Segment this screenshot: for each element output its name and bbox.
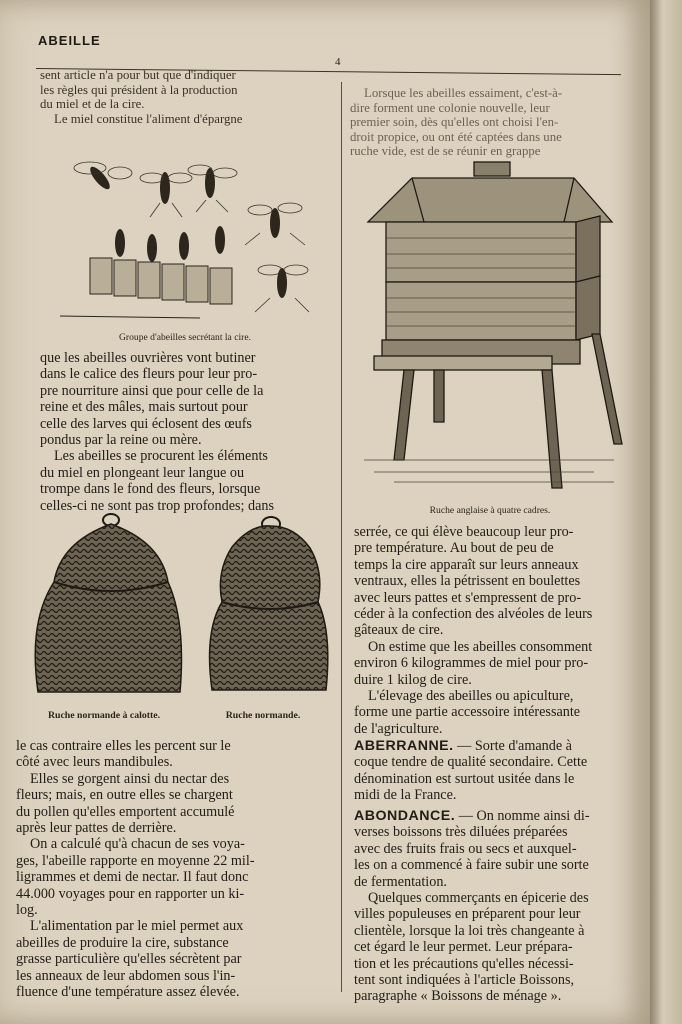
text-line: dire forment une colonie nouvelle, leur — [350, 100, 550, 115]
straw-hives-engraving — [26, 512, 336, 702]
text-line: grasse particulière qu'elles sécrètent par — [16, 951, 242, 968]
text-line: L'élevage des abeilles ou apiculture, — [368, 688, 574, 705]
text-line: sent article n'a pour but que d'indiquer — [40, 68, 236, 82]
text-line: Quelques commerçants en épicerie des — [368, 890, 589, 907]
text-line: du miel et de la cire. — [40, 97, 145, 112]
text-line: pondus par la reine ou mère. — [40, 432, 202, 449]
text-line: environ 6 kilogrammes de miel pour pro- — [354, 655, 589, 672]
text-line: pre nourriture ainsi que pour celle de la — [40, 382, 264, 399]
text-line: ventraux, elles la pétrissent en boulettes — [354, 573, 581, 590]
text-line: ges, l'abeille rapporte en moyenne 22 mil- — [16, 852, 255, 869]
text-line: fleurs; mais, en outre elles se chargent — [16, 787, 233, 804]
text-line: villes populeuses en préparent pour leur — [354, 906, 581, 923]
text-line: cet égard le leur permet. Leur prépara- — [354, 939, 573, 956]
entry-headword: ABONDANCE. — [354, 808, 456, 824]
text-line: côté avec leurs mandibules. — [16, 754, 173, 771]
text-line: ruche vide, est de se réunir en grappe — [350, 144, 541, 159]
column-divider — [341, 82, 342, 992]
text-line: droit propice, ou ont été captées dans une — [350, 129, 562, 144]
text-line: duire 1 kilog de cire. — [354, 671, 472, 688]
text-line: coque tendre de qualité secondaire. Cette — [354, 754, 588, 771]
entry-abondance — [354, 808, 632, 1005]
bees-engraving — [60, 148, 320, 328]
text-line: — On nomme ainsi di- — [455, 808, 590, 824]
text-line: Les abeilles se procurent les éléments — [54, 448, 268, 465]
figure-caption-english-hive: Ruche anglaise à quatre cadres. — [429, 505, 551, 516]
english-hive-engraving — [364, 160, 624, 495]
text-line: dénomination est surtout usitée dans le — [354, 770, 575, 787]
text-line: premier soin, dès qu'elles ont choisi l'en- — [350, 115, 559, 130]
text-line: de fermentation. — [354, 873, 447, 890]
left-bottom-text — [16, 738, 332, 1001]
right-top-text — [350, 86, 626, 159]
text-line: Lorsque les abeilles essaiment, c'est-à- — [364, 86, 563, 100]
text-line: fluence d'une température assez élevée. — [16, 984, 240, 1001]
text-line: trompe dans le fond des fleurs, lorsque — [40, 481, 261, 498]
text-line: celles-ci ne sont pas trop profondes; dans — [40, 497, 275, 514]
text-line: temps la cire apparaît sur leurs anneaux — [354, 556, 579, 573]
text-line: dans le calice des fleurs pour leur pro- — [40, 366, 258, 383]
text-line: les règles qui président à la production — [40, 82, 238, 97]
text-line: céder à la confection des alvéoles de leurs — [354, 606, 593, 623]
text-line: 44.000 voyages pour en rapporter un ki- — [16, 885, 245, 902]
text-line: abeilles de produire la cire, substance — [16, 934, 229, 951]
text-line: reine et des mâles, mais surtout pour — [40, 399, 248, 416]
text-line: tion et les précautions qu'elles nécessi- — [354, 955, 574, 972]
text-line: L'alimentation par le miel permet aux — [30, 918, 244, 935]
left-top-text — [40, 68, 330, 126]
text-line: avec leurs pattes et s'empressent de pro- — [354, 589, 582, 606]
text-line: clientèle, lorsque la loi très changeante à — [354, 922, 585, 939]
text-line: pre température. Au bout de peu de — [354, 540, 554, 557]
text-line: après leur pattes de derrière. — [16, 820, 177, 837]
text-line: On a calculé qu'à chacun de ses voya- — [30, 836, 245, 853]
entry-headword: ABERRANNE. — [354, 738, 454, 754]
text-line: On estime que les abeilles consomment — [368, 638, 593, 655]
text-line: tent sont indiquées à l'article Boissons, — [354, 972, 575, 989]
text-line: celle des larves qui éclosent des œufs — [40, 415, 252, 432]
entry-aberranne — [354, 738, 630, 804]
page-number: 4 — [335, 56, 341, 68]
running-head: ABEILLE — [38, 33, 101, 48]
text-line: midi de la France. — [354, 787, 457, 804]
text-line: de l'agriculture. — [354, 720, 443, 737]
text-line: gâteaux de cire. — [354, 622, 444, 639]
text-line: ligrammes et demi de nectar. Il faut donc — [16, 869, 249, 886]
text-line: que les abeilles ouvrières vont butiner — [40, 350, 256, 366]
text-line: paragraphe « Boissons de ménage ». — [354, 988, 562, 1005]
text-line: Le miel constitue l'aliment d'épargne — [54, 111, 243, 126]
text-line: verses boissons très diluées préparées — [354, 824, 568, 841]
text-line: les anneaux de leur abdomen sous l'in- — [16, 967, 236, 984]
figure-caption-bees: Groupe d'abeilles secrétant la cire. — [119, 332, 251, 343]
page-edge — [650, 0, 682, 1024]
text-line: log. — [16, 902, 38, 919]
figure-caption-hive-normande: Ruche normande. — [225, 710, 301, 721]
text-line: — Sorte d'amande à — [453, 738, 572, 754]
right-mid-text — [354, 524, 624, 737]
text-line: forme une partie accessoire intéressante — [354, 704, 581, 721]
text-line: avec des fruits frais ou secs et auxquel- — [354, 840, 577, 857]
text-line: le cas contraire elles les percent sur le — [16, 738, 231, 754]
left-mid-text — [40, 350, 330, 514]
text-line: les on a commencé à faire subir une sorte — [354, 857, 589, 874]
text-line: du pollen qu'elles emportent accumulé — [16, 803, 235, 820]
figure-caption-hive-calotte: Ruche normande à calotte. — [47, 710, 161, 721]
text-line: du miel en plongeant leur langue ou — [40, 464, 245, 481]
text-line: serrée, ce qui élève beaucoup leur pro- — [354, 524, 574, 540]
text-line: Elles se gorgent ainsi du nectar des — [30, 770, 230, 787]
